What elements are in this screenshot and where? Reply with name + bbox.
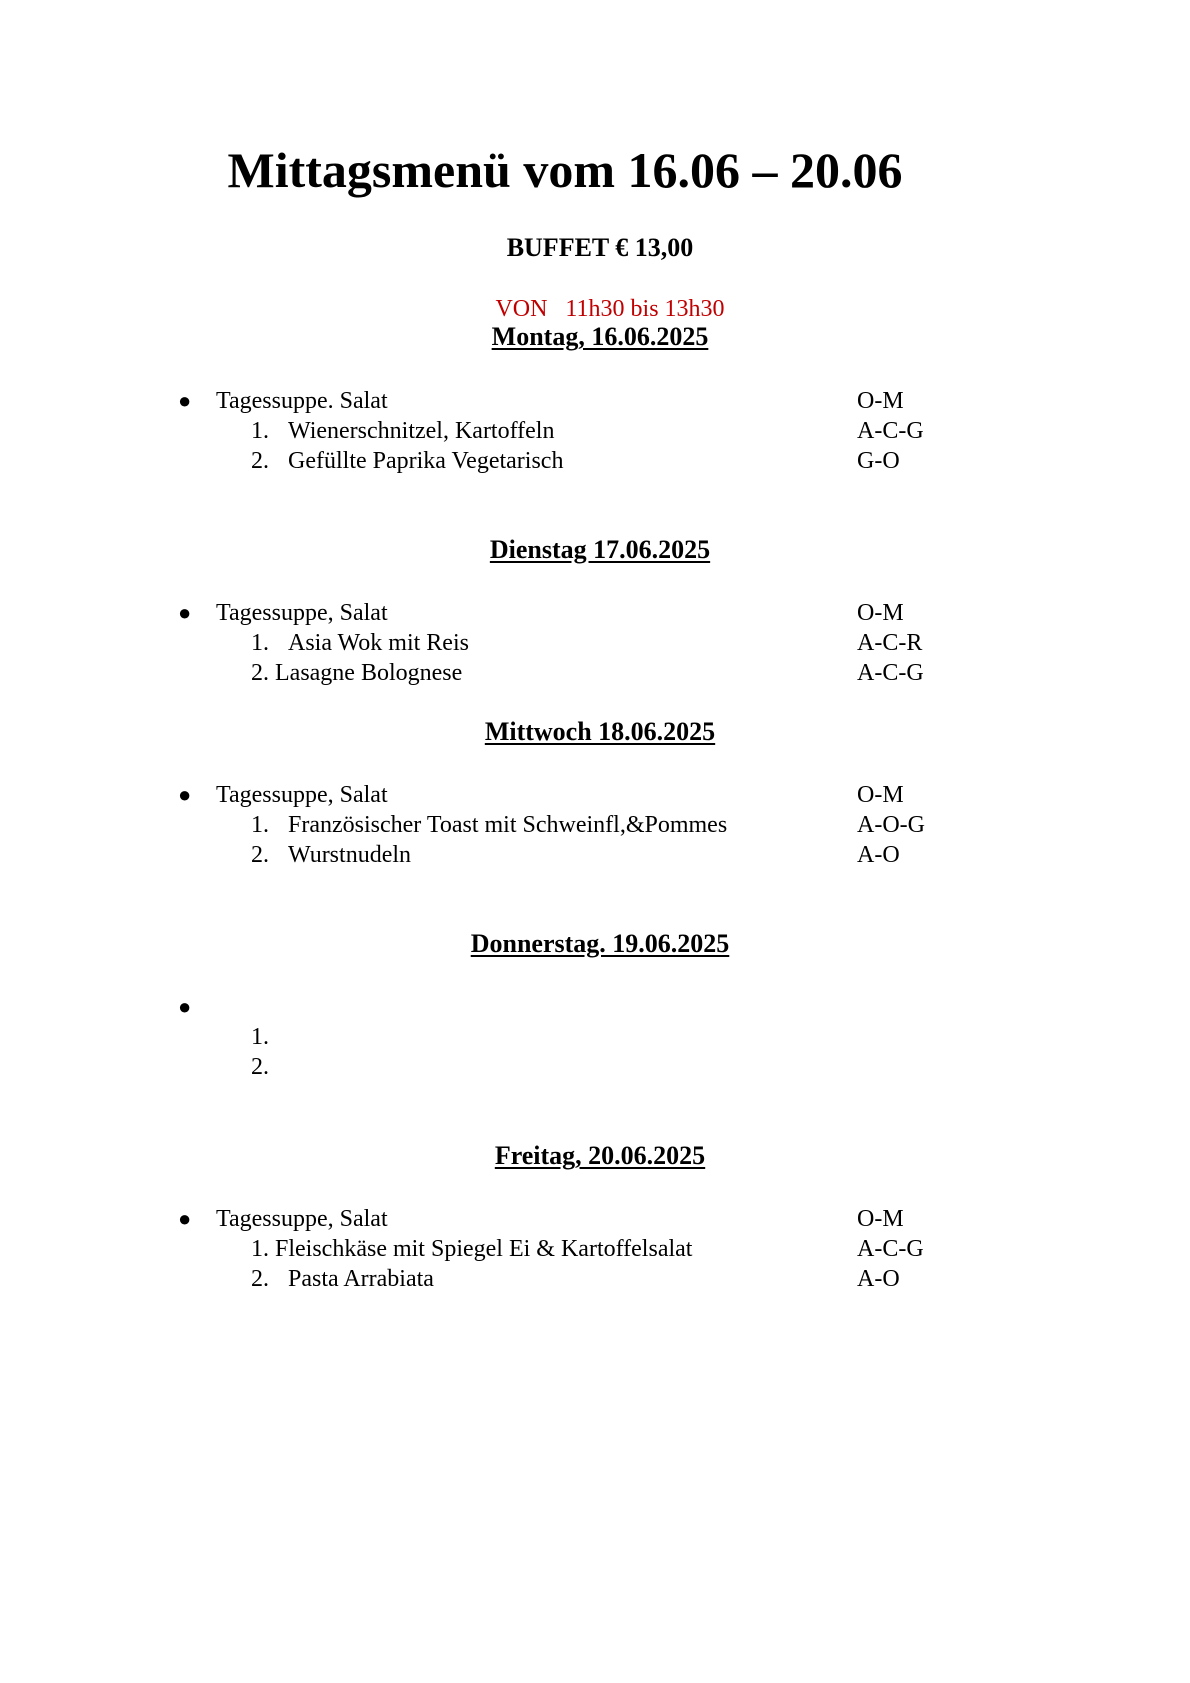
allergen-codes: A-O (857, 842, 900, 868)
list-item-dish (0, 446, 1190, 476)
dish-number: 2. (251, 1266, 269, 1292)
allergen-codes: O-M (857, 388, 904, 414)
dish-number: 1. (251, 630, 269, 656)
list-item-dish (0, 1264, 1190, 1294)
list-item-dish (0, 658, 1190, 688)
bullet-icon: ● (178, 782, 192, 807)
list-item-soup (0, 598, 1190, 628)
dish-name: Französischer Toast mit Schweinfl,&Pommes (288, 812, 728, 838)
soup-salad-label: Tagessuppe, Salat (216, 782, 388, 808)
dish-number: 1. (251, 418, 269, 444)
dish-number: 1. (251, 1024, 269, 1050)
list-item-dish (0, 416, 1190, 446)
dish-name: Pasta Arrabiata (288, 1266, 434, 1292)
allergen-codes: O-M (857, 782, 904, 808)
dish-number: 2. (251, 448, 269, 474)
dish-name: Wienerschnitzel, Kartoffeln (288, 418, 555, 444)
dish-name: Wurstnudeln (288, 842, 412, 868)
allergen-codes: A-C-R (857, 630, 923, 656)
list-item-soup (0, 780, 1190, 810)
allergen-codes: A-C-G (857, 418, 924, 444)
dish-number: 2. (251, 842, 269, 868)
bullet-icon: ● (178, 994, 192, 1019)
day-heading-freitag: Freitag, 20.06.2025 (494, 1141, 706, 1170)
bullet-icon: ● (178, 1206, 192, 1231)
list-item-soup (0, 1204, 1190, 1234)
list-item-dish (0, 1052, 1190, 1082)
bullet-icon: ● (178, 388, 192, 413)
list-item-dish (0, 628, 1190, 658)
allergen-codes: A-O (857, 1266, 900, 1292)
dish-number: 2. (251, 1054, 269, 1080)
dish-name: 1. Fleischkäse mit Spiegel Ei & Kartoffelsalat (251, 1236, 693, 1262)
list-item-dish (0, 1022, 1190, 1052)
soup-salad-label: Tagessuppe, Salat (216, 600, 388, 626)
list-item-dish (0, 1234, 1190, 1264)
list-item-dish (0, 810, 1190, 840)
allergen-codes: A-C-G (857, 1236, 924, 1262)
allergen-codes: O-M (857, 600, 904, 626)
page-title: Mittagsmenü vom 16.06 – 20.06 (227, 142, 903, 198)
dish-name: 2. Lasagne Bolognese (251, 660, 463, 686)
allergen-codes: G-O (857, 448, 900, 474)
allergen-codes: A-O-G (857, 812, 925, 838)
soup-salad-label: Tagessuppe. Salat (216, 388, 388, 414)
bullet-icon: ● (178, 600, 192, 625)
dish-name: Gefüllte Paprika Vegetarisch (288, 448, 564, 474)
day-heading-donnerstag: Donnerstag. 19.06.2025 (470, 929, 730, 958)
buffet-price: BUFFET € 13,00 (506, 233, 694, 262)
opening-hours: VON 11h30 bis 13h30 (495, 296, 725, 322)
dish-name: Asia Wok mit Reis (288, 630, 469, 656)
allergen-codes: O-M (857, 1206, 904, 1232)
day-heading-mittwoch: Mittwoch 18.06.2025 (484, 717, 716, 746)
list-item-soup (0, 992, 1190, 1022)
soup-salad-label: Tagessuppe, Salat (216, 1206, 388, 1232)
day-heading-montag: Montag, 16.06.2025 (491, 322, 709, 351)
day-heading-dienstag: Dienstag 17.06.2025 (489, 535, 711, 564)
list-item-soup (0, 386, 1190, 416)
list-item-dish (0, 840, 1190, 870)
allergen-codes: A-C-G (857, 660, 924, 686)
dish-number: 1. (251, 812, 269, 838)
